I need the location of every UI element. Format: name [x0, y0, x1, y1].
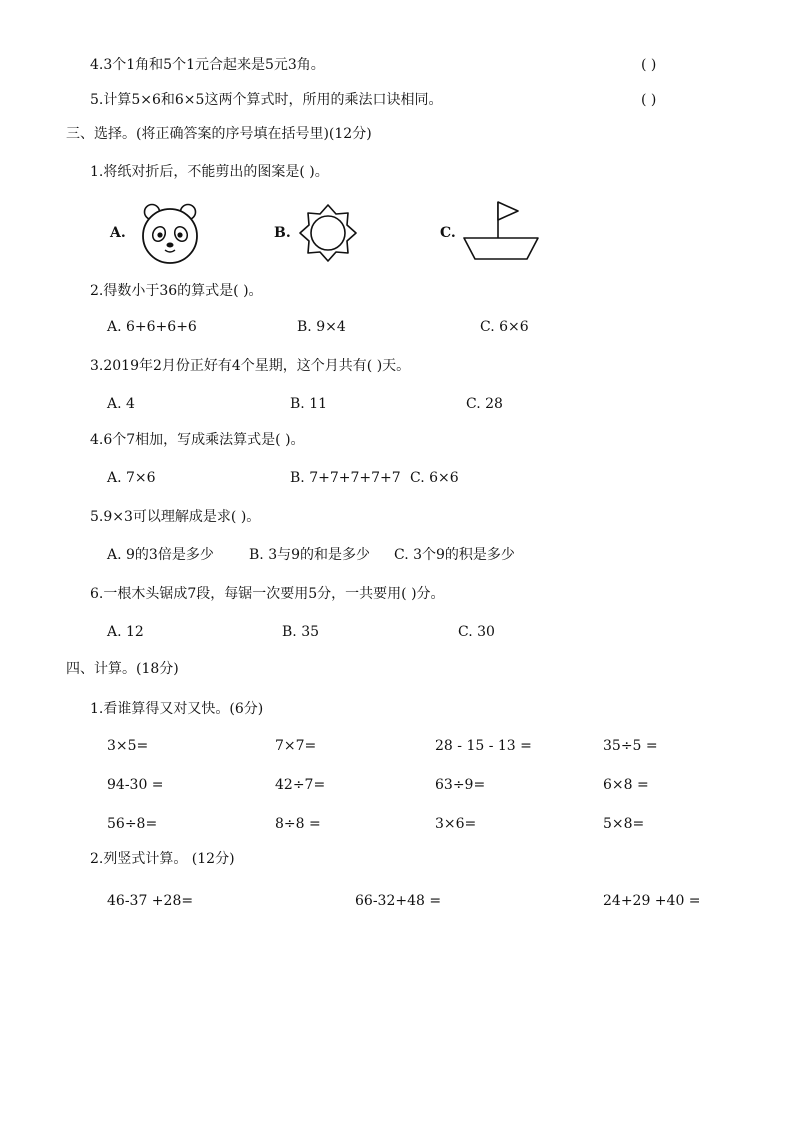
calc-part-2-title: 2.列竖式计算。 (12分): [90, 851, 235, 867]
calc-item: 94-30 =: [107, 777, 164, 793]
calc-item: 3×6=: [435, 816, 477, 832]
choice-question-1: 1.将纸对折后，不能剪出的图案是( )。: [90, 164, 329, 180]
calc-item: 3×5=: [107, 738, 149, 754]
option-a[interactable]: A. 6+6+6+6: [107, 319, 197, 335]
section-title-calculation: 四、计算。(18分): [66, 661, 179, 677]
option-c[interactable]: C. 30: [458, 624, 495, 640]
answer-bracket[interactable]: ( ): [641, 92, 657, 108]
sailboat-icon: [462, 200, 540, 264]
judge-question-4: 4.3个1角和5个1元合起来是5元3角。: [90, 57, 325, 73]
vertical-calc-item: 46-37 +28=: [107, 893, 194, 909]
calc-item: 7×7=: [275, 738, 317, 754]
flower-icon: [296, 201, 360, 265]
option-c-label[interactable]: C.: [440, 225, 456, 241]
calc-part-1-title: 1.看谁算得又对又快。(6分): [90, 701, 264, 717]
calc-item: 42÷7=: [275, 777, 326, 793]
choice-question-5: 5.9×3可以理解成是求( )。: [90, 509, 261, 525]
choice-question-4: 4.6个7相加，写成乘法算式是( )。: [90, 432, 305, 448]
option-b[interactable]: B. 9×4: [297, 319, 346, 335]
calc-item: 5×8=: [603, 816, 645, 832]
choice-question-6: 6.一根木头锯成7段，每锯一次要用5分，一共要用( )分。: [90, 586, 445, 602]
calc-item: 63÷9=: [435, 777, 486, 793]
option-a[interactable]: A. 9的3倍是多少: [107, 547, 214, 563]
vertical-calc-item: 24+29 +40 =: [603, 893, 701, 909]
option-b-label[interactable]: B.: [274, 225, 291, 241]
option-b[interactable]: B. 7+7+7+7+7: [290, 470, 401, 486]
option-c[interactable]: C. 28: [466, 396, 503, 412]
calc-item: 35÷5 =: [603, 738, 658, 754]
option-b[interactable]: B. 11: [290, 396, 328, 412]
option-a[interactable]: A. 4: [107, 396, 135, 412]
option-c[interactable]: C. 6×6: [480, 319, 529, 335]
judge-question-5: 5.计算5×6和6×5这两个算式时，所用的乘法口诀相同。: [90, 92, 443, 108]
calc-item: 6×8 =: [603, 777, 649, 793]
option-b[interactable]: B. 3与9的和是多少: [249, 547, 371, 563]
option-b[interactable]: B. 35: [282, 624, 320, 640]
section-title-choice: 三、选择。(将正确答案的序号填在括号里)(12分): [66, 126, 372, 142]
option-a-label[interactable]: A.: [110, 225, 126, 241]
option-a[interactable]: A. 7×6: [107, 470, 156, 486]
option-a[interactable]: A. 12: [107, 624, 144, 640]
calc-item: 56÷8=: [107, 816, 158, 832]
calc-item: 28 - 15 - 13 =: [435, 738, 532, 754]
choice-question-3: 3.2019年2月份正好有4个星期，这个月共有( )天。: [90, 358, 411, 374]
answer-bracket[interactable]: ( ): [641, 57, 657, 73]
option-c[interactable]: C. 6×6: [410, 470, 459, 486]
calc-item: 8÷8 =: [275, 816, 321, 832]
option-c[interactable]: C. 3个9的积是多少: [394, 547, 515, 563]
vertical-calc-item: 66-32+48 =: [355, 893, 442, 909]
choice-question-2: 2.得数小于36的算式是( )。: [90, 283, 263, 299]
panda-face-icon: [138, 200, 202, 266]
